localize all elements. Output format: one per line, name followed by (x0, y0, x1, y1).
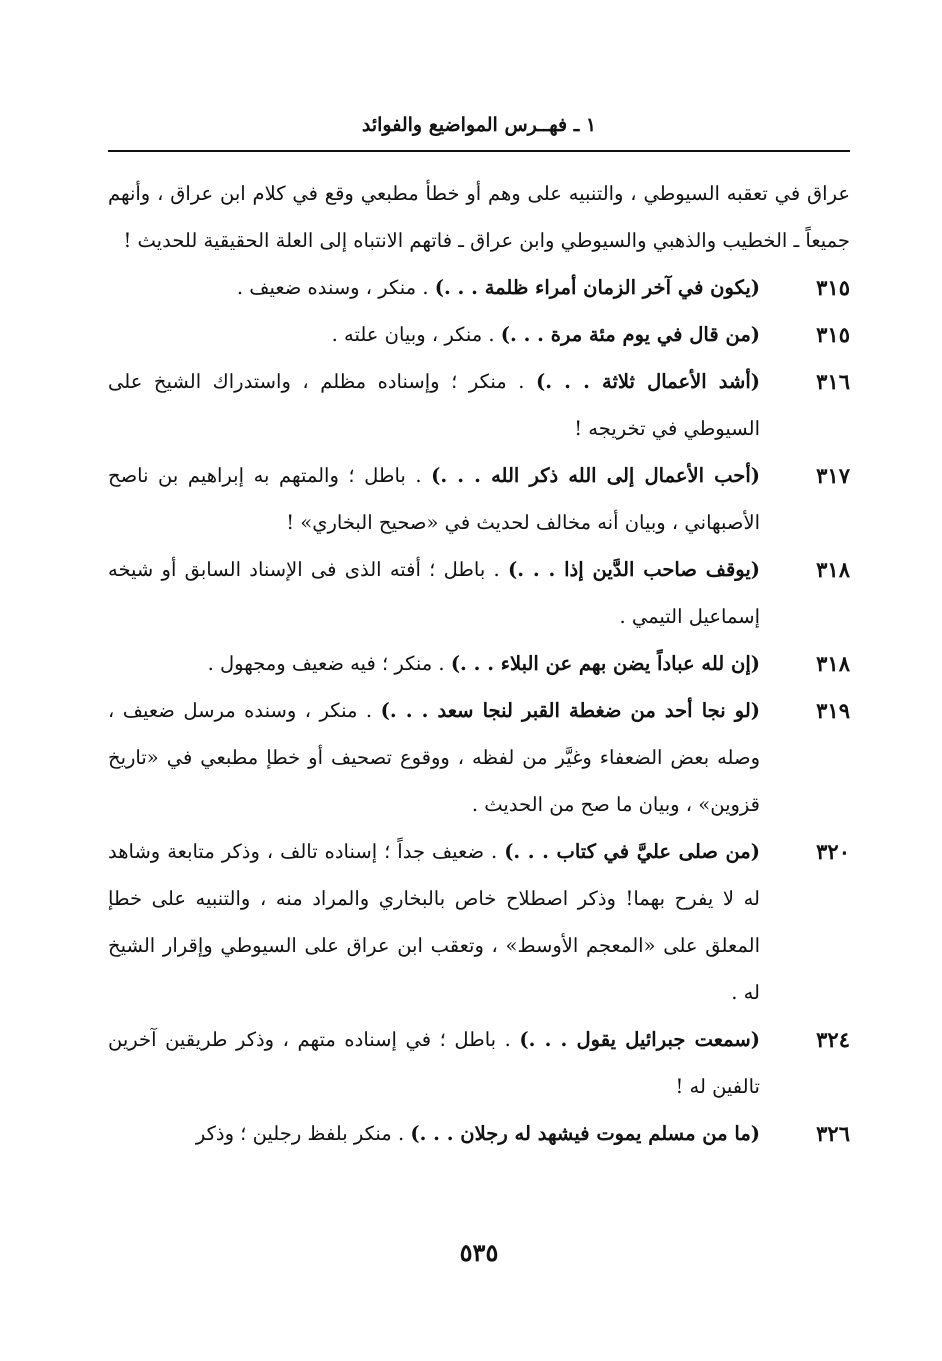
entry-note: . منكر ، وبيان علته . (331, 323, 501, 346)
index-content (108, 170, 850, 1157)
entry-number: ٣١٧ (816, 463, 850, 488)
index-entry (108, 452, 850, 546)
hadith-text: (يوقف صاحب الدَّين إذا . . .) (508, 558, 760, 581)
hadith-text: (سمعت جبرائيل يقول . . .) (519, 1028, 760, 1051)
hadith-text: (من صلى عليَّ في كتاب . . .) (504, 840, 760, 863)
entry-body (108, 828, 760, 1016)
index-entry (108, 311, 850, 358)
index-entry (108, 1110, 850, 1157)
index-entry (108, 546, 850, 640)
entry-body (108, 1110, 760, 1157)
index-entry (108, 828, 850, 1016)
index-entry (108, 1016, 850, 1110)
hadith-text: (أحب الأعمال إلى الله ذكر الله . . .) (431, 464, 760, 487)
header-rule (108, 150, 850, 152)
index-entry (108, 687, 850, 828)
index-entry (108, 640, 850, 687)
entry-note: . ضعيف جداً ؛ إسناده تالف ، وذكر متابعة وشاهد له لا يفرح بهما! وذكر اصطلاح خاص بالبخاري والمراد منه ، والتنبيه على خطإ المعلق على «المعجم الأوسط» ، وتعقب ابن عراق على السيوطي وإقرار الشيخ له . (108, 840, 760, 1004)
entry-number: ٣٢٤ (816, 1027, 850, 1052)
entry-note: . باطل ؛ في إسناده متهم ، وذكر طريقين آخرين تالفين له ! (108, 1028, 760, 1098)
hadith-text: (يكون في آخر الزمان أمراء ظلمة . . .) (434, 276, 760, 299)
entry-body (108, 452, 760, 546)
entry-note: . منكر بلفظ رجلين ؛ وذكر (195, 1122, 411, 1145)
entry-number: ٣١٨ (816, 557, 850, 582)
entry-number: ٣٢٦ (816, 1121, 850, 1146)
entry-body (108, 1016, 760, 1110)
entry-note: . منكر ، وسنده مرسل ضعيف ، وصله بعض الضعفاء وغيَّر من لفظه ، ووقوع تصحيف أو خطإ مطبعي في «تاريخ قزوين» ، وبيان ما صح من الحديث . (108, 699, 760, 816)
index-entry (108, 264, 850, 311)
page-number: ٥٣٥ (459, 1238, 499, 1267)
entry-note: . منكر ؛ فيه ضعيف ومجهول . (207, 652, 451, 675)
hadith-text: (إن لله عباداً يضن بهم عن البلاء . . .) (450, 652, 760, 675)
entry-body (108, 640, 760, 687)
hadith-text: (من قال في يوم مئة مرة . . .) (500, 323, 760, 346)
entry-body (108, 264, 760, 311)
entry-number: ٣١٥ (816, 275, 850, 300)
hadith-text: (لو نجا أحد من ضغطة القبر لنجا سعد . . .) (380, 699, 760, 722)
continuation-paragraph: عراق في تعقبه السيوطي ، والتنبيه على وهم أو خطأ مطبعي وقع في كلام ابن عراق ، وأنهم جميعاً ـ الخطيب والذهبي والسيوطي وابن عراق ـ فاتهم الانتباه إلى العلة الحقيقية للحديث ! (108, 182, 850, 252)
entry-body (108, 546, 760, 640)
entry-body (108, 311, 760, 358)
entry-number: ٣١٩ (816, 698, 850, 723)
entry-note: . باطل ؛ أفته الذى فى الإسناد السابق أو شيخه إسماعيل التيمي . (108, 558, 760, 628)
index-entry (108, 358, 850, 452)
running-header: ١ ـ فهــرس المواضيع والفوائد (361, 114, 597, 136)
entry-body (108, 358, 760, 452)
hadith-text: (أشد الأعمال ثلاثة . . .) (536, 370, 760, 393)
entry-number: ٣١٨ (816, 651, 850, 676)
entry-body (108, 687, 760, 828)
entry-note: . منكر ؛ وإسناده مظلم ، واستدراك الشيخ على السيوطي في تخريجه ! (108, 370, 760, 440)
entry-number: ٣١٦ (816, 369, 850, 394)
hadith-text: (ما من مسلم يموت فيشهد له رجلان . . .) (410, 1122, 760, 1145)
entry-number: ٣٢٠ (816, 839, 850, 864)
entry-note: . باطل ؛ والمتهم به إبراهيم بن ناصح الأصبهاني ، وبيان أنه مخالف لحديث في «صحيح البخاري» ! (108, 464, 760, 534)
entry-number: ٣١٥ (816, 322, 850, 347)
entry-note: . منكر ، وسنده ضعيف . (236, 276, 435, 299)
